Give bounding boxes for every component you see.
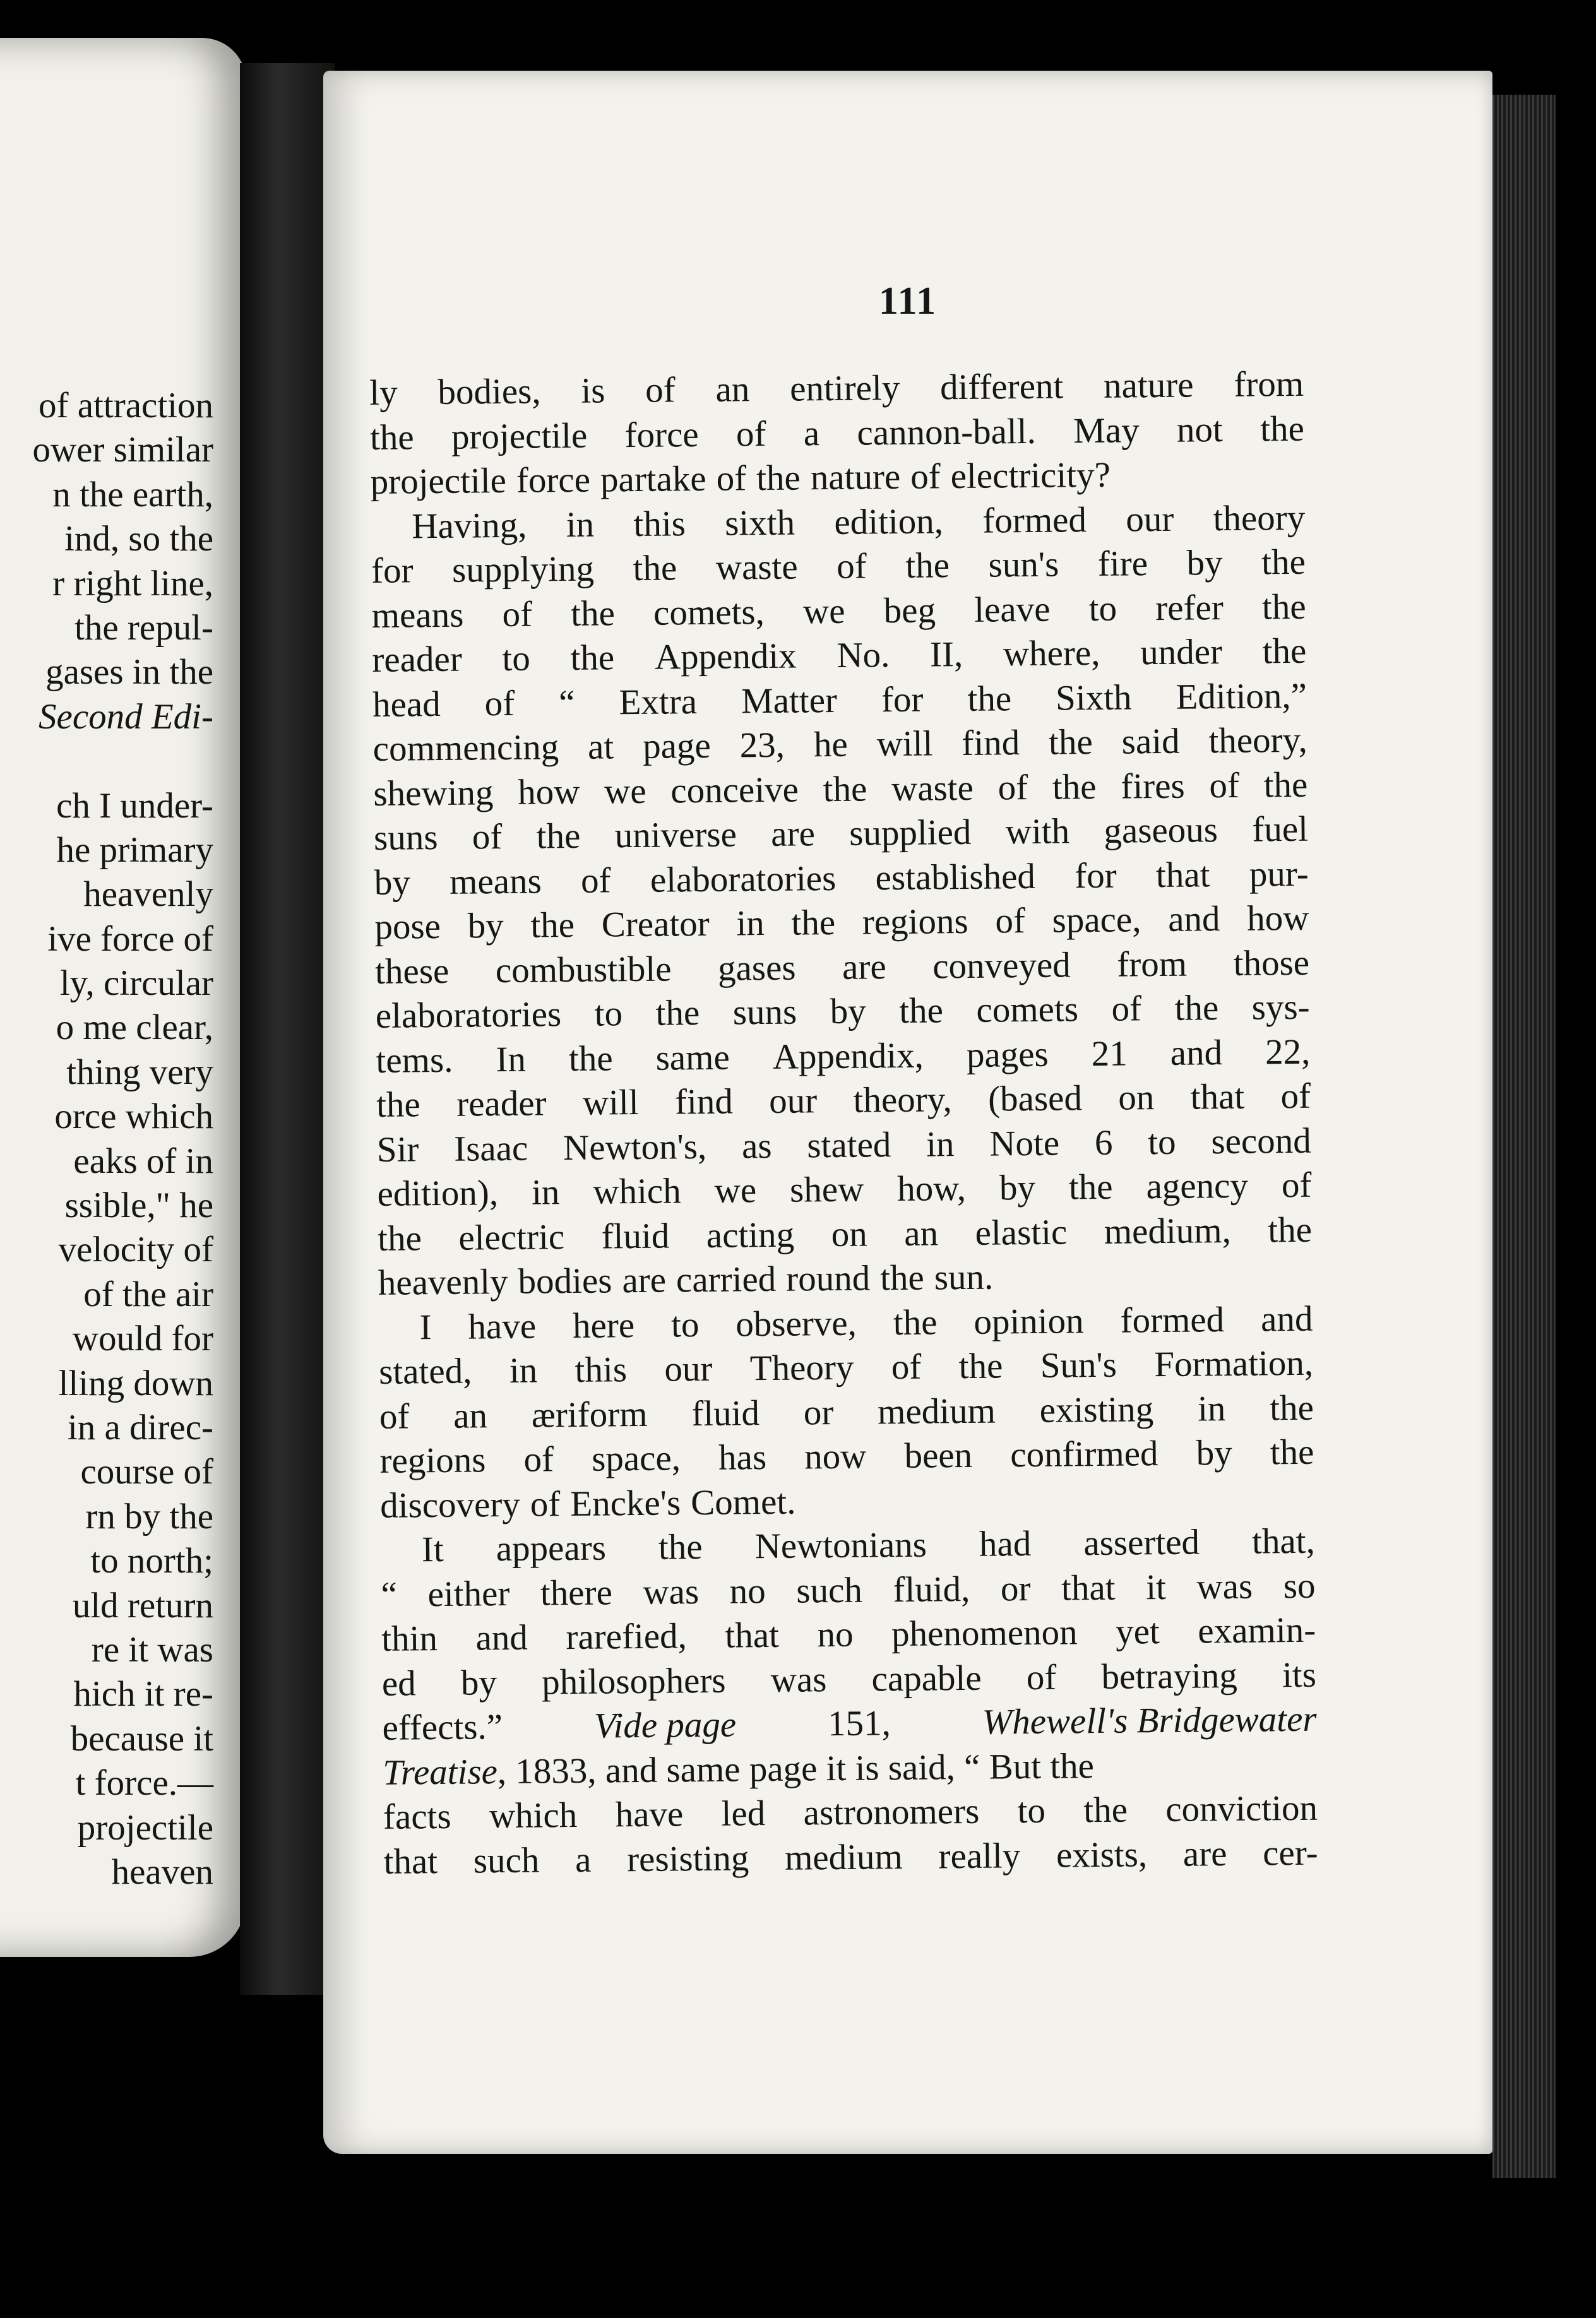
text-line: edition), in which we shew how, by the agency of [377, 1165, 1312, 1214]
text-line: facts which have led astronomers to the conviction [383, 1788, 1318, 1837]
text-line: the electric fluid acting on an elastic medium, the [377, 1210, 1313, 1259]
text-line: reader to the Appendix No. II, where, under the [372, 631, 1307, 680]
text-line: heavenly bodies are carried round the sun. [378, 1257, 994, 1303]
previous-page-line: projectile [77, 1807, 213, 1848]
text-line: the reader will find our theory, (based on that of [376, 1076, 1311, 1125]
citation-rest: , 1833, and same page it is said, “ But the [497, 1745, 1095, 1792]
previous-page-line: r right line, [52, 563, 213, 603]
citation-source: Whewell's Bridgewater [982, 1699, 1317, 1742]
text-line: projectile force partake of the nature of electricity? [370, 455, 1111, 502]
text-line: that such a resisting medium really exists, are cer- [383, 1833, 1318, 1882]
previous-page-line: would for [72, 1319, 213, 1359]
previous-page-line: thing very [66, 1052, 213, 1092]
previous-page-line: hich it re- [73, 1674, 213, 1715]
text-line: discovery of Encke's Comet. [379, 1482, 796, 1526]
previous-page-line: uld return [72, 1585, 213, 1626]
text-line: tems. In the same Appendix, pages 21 and 22, [376, 1031, 1311, 1081]
text-line: regions of space, has now been confirmed by the [379, 1432, 1314, 1481]
page-number: 111 [878, 280, 938, 323]
text-line: suns of the universe are supplied with gaseous fuel [373, 809, 1309, 858]
previous-page-line: velocity of [58, 1230, 213, 1270]
citation-lead: effects.” [382, 1707, 503, 1748]
page-body-text [369, 362, 1318, 1884]
citation-treatise: Treatise [383, 1751, 498, 1793]
text-line: stated, in this our Theory of the Sun's Formation, [378, 1343, 1314, 1392]
previous-page-text [0, 384, 213, 1894]
text-line: Having, in this sixth edition, formed our theory [412, 497, 1306, 546]
previous-page-line: o me clear, [56, 1007, 213, 1048]
text-line: “ either there was no such fluid, or that it was so [381, 1566, 1316, 1615]
previous-page-line: t force.— [75, 1763, 213, 1804]
previous-page-line: eaks of in [73, 1141, 213, 1181]
text-line: shewing how we conceive the waste of the fires of the [373, 764, 1308, 814]
text-line: elaboratories to the suns by the comets of the sys- [375, 987, 1310, 1036]
text-line: ly bodies, is of an entirely different nature from [369, 364, 1304, 413]
previous-page-line: rn by the [85, 1496, 213, 1536]
previous-page-line: gases in the [45, 652, 213, 692]
page-edges [1492, 95, 1556, 2178]
text-line: commencing at page 23, he will find the said theory, [372, 720, 1307, 769]
citation-page: 151, [827, 1703, 891, 1744]
previous-page-line: the repul- [74, 607, 213, 648]
text-line: thin and rarefied, that no phenomenon yet examin- [381, 1610, 1316, 1659]
previous-page-line: of attraction [39, 386, 213, 425]
previous-page-line: of the air [83, 1274, 213, 1314]
previous-page-line: to north; [90, 1541, 213, 1581]
citation-vide: Vide page [593, 1704, 737, 1746]
text-line: ed by philosophers was capable of betraying its [381, 1655, 1317, 1704]
text-line: head of “ Extra Matter for the Sixth Edition,” [372, 675, 1307, 725]
previous-page-line: he primary [56, 829, 213, 870]
previous-page [0, 38, 246, 1957]
text-line: the projectile force of a cannon-ball. May not the [369, 408, 1305, 458]
text-line: It appears the Newtonians had asserted that, [421, 1521, 1316, 1570]
text-line: Sir Isaac Newton's, as stated in Note 6 to second [376, 1120, 1312, 1170]
previous-page-line: orce which [54, 1097, 213, 1137]
previous-page-line: ly, circular [59, 963, 213, 1004]
previous-page-line: ind, so the [64, 519, 213, 559]
text-line: means of the comets, we beg leave to refer the [371, 586, 1306, 636]
text-line: these combustible gases are conveyed from those [374, 942, 1310, 992]
previous-page-line: re it was [91, 1629, 213, 1670]
text-line: for supplying the waste of the sun's fire by the [371, 542, 1306, 591]
text-line: pose by the Creator in the regions of space, and how [374, 898, 1309, 947]
previous-page-line: in a direc- [67, 1407, 213, 1447]
text-line: I have here to observe, the opinion formed and [419, 1299, 1313, 1347]
previous-page-line: heaven [111, 1851, 213, 1892]
citation-line [382, 1697, 1317, 1751]
previous-page-line: ch I under- [56, 785, 213, 826]
book-gutter [240, 63, 335, 1995]
previous-page-line: ower similar [32, 430, 213, 470]
current-page [323, 71, 1492, 2154]
text-line: of an æriform fluid or medium existing in the [379, 1388, 1314, 1437]
previous-page-line: lling down [58, 1363, 213, 1403]
text-line: by means of elaboratories established for that pur- [374, 853, 1309, 903]
previous-page-line: ive force of [47, 918, 213, 959]
previous-page-line: heavenly [83, 874, 213, 915]
previous-page-line: Second Edi- [39, 696, 213, 737]
previous-page-line: course of [80, 1452, 213, 1492]
previous-page-line: ssible," he [64, 1186, 213, 1226]
previous-page-line: n the earth, [52, 474, 213, 514]
previous-page-line: because it [70, 1718, 213, 1759]
previous-page-line [0, 739, 213, 783]
